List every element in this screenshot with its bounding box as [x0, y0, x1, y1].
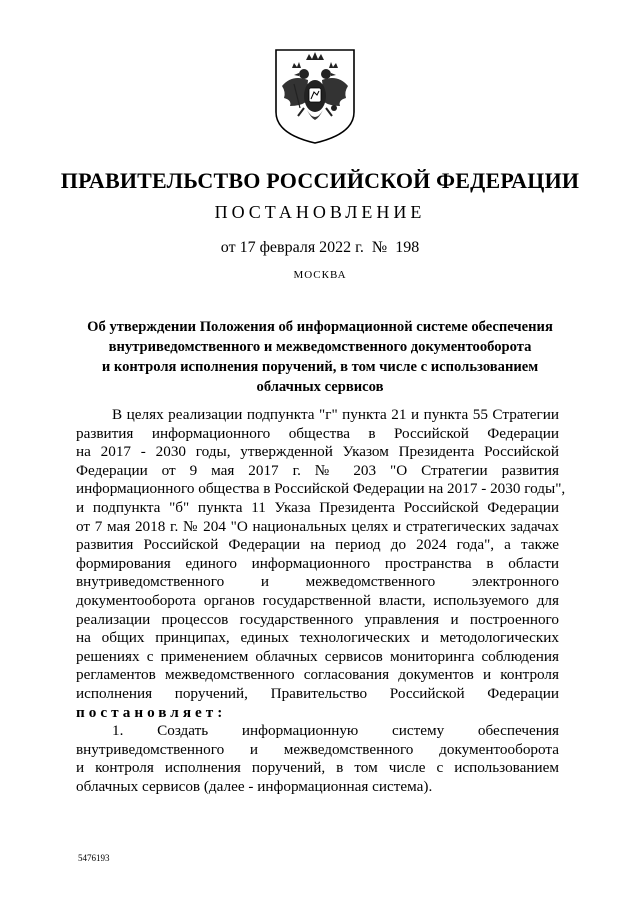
- government-title: ПРАВИТЕЛЬСТВО РОССИЙСКОЙ ФЕДЕРАЦИИ: [60, 168, 580, 193]
- document-type: ПОСТАНОВЛЕНИЕ: [214, 202, 426, 222]
- preamble-line: формирования единого информационного пространства в области: [76, 554, 559, 572]
- preamble-line: на 2017 - 2030 годы, утвержденной Указом Президента Российской: [76, 443, 559, 461]
- preamble-line: регламентов межведомственного согласования документов и контроля: [76, 666, 559, 684]
- preamble-line: исполнения поручений, Правительство Российской Федерации: [76, 684, 559, 702]
- document-city: МОСКВА: [293, 269, 347, 281]
- preamble-line: внутриведомственного и межведомственного электронного: [76, 573, 559, 591]
- preamble-line: информационного общества в Российской Федерации на 2017 - 2030 годы",: [76, 480, 566, 498]
- document-body: [76, 406, 566, 796]
- preamble-line: реализации процессов государственного управления и построенного: [76, 610, 559, 628]
- document-date-number: от 17 февраля 2022 г. № 198: [220, 239, 420, 256]
- preamble-line: от 7 мая 2018 г. № 204 "О национальных целях и стратегических задачах: [76, 517, 559, 535]
- russian-coat-of-arms-icon: [272, 46, 358, 146]
- preamble-line: Федерации от 9 мая 2017 г. № 203 "О Стратегии развития: [76, 461, 559, 479]
- preamble-line: документооборота органов государственной власти, используемого для: [76, 591, 559, 609]
- preamble-line: на общих принципах, единых технологических и методологических: [76, 629, 559, 647]
- subject-line: и контроля исполнения поручений, в том числе с использованием: [101, 359, 539, 375]
- preamble-line: развития информационного общества в Российской Федерации: [76, 424, 559, 442]
- document-code: 5476193: [78, 853, 110, 863]
- decree-word: постановляет:: [76, 703, 227, 721]
- preamble-line: и подпункта "б" пункта 11 Указа Президента Российской Федерации: [76, 498, 559, 516]
- subject-line: облачных сервисов: [256, 379, 384, 395]
- clause-line: и контроля исполнения поручений, в том числе с использованием: [76, 759, 559, 777]
- clause-line: облачных сервисов (далее - информационная система).: [76, 777, 433, 795]
- preamble-line: развития Российской Федерации на период до 2024 года", а также: [76, 536, 559, 554]
- preamble-line: решениях с применением облачных сервисов мониторинга соблюдения: [76, 647, 559, 665]
- document-subject: [60, 317, 580, 397]
- subject-line: Об утверждении Положения об информационной системе обеспечения: [87, 319, 553, 335]
- clause-line: внутриведомственного и межведомственного документооборота: [76, 740, 559, 758]
- preamble-line: В целях реализации подпункта "г" пункта 21 и пункта 55 Стратегии: [112, 406, 559, 423]
- subject-line: внутриведомственного и межведомственного документооборота: [108, 339, 532, 355]
- clause-line: 1. Создать информационную систему обеспечения: [112, 722, 559, 740]
